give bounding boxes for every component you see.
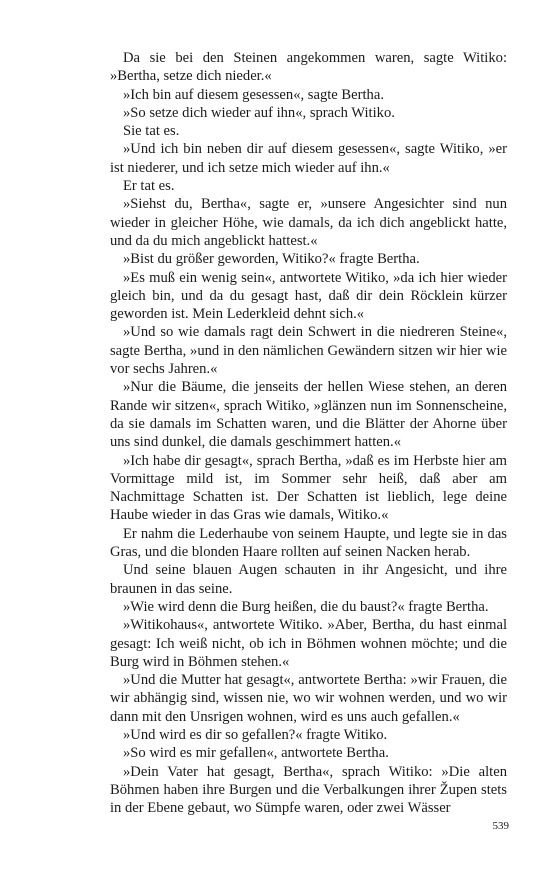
paragraph: »So wird es mir gefallen«, antwortete Bertha.: [123, 745, 389, 762]
paragraph: »Wie wird denn die Burg heißen, die du baust?« fragte Bertha.: [123, 598, 489, 615]
paragraph: Da sie bei den Steinen angekommen waren, sagte Witiko: »Bertha, setze dich nieder.«: [110, 50, 507, 85]
paragraph: »Ich habe dir gesagt«, sprach Bertha, »daß es im Herbste hier am Vormittage mild ist, im Sommer sehr heiß, daß aber am Nachmittage Schatten ist. Der Schatten ist lieblich, lege deine Haube wieder in das Gras wie damals, Witiko.«: [110, 452, 507, 524]
paragraph: »Und die Mutter hat gesagt«, antwortete Bertha: »wir Frauen, die wir abhängig sind, wissen nie, wo wir wohnen werden, und wo wir dann mit den Unsrigen wohnen, wird es uns auch gefallen.«: [110, 672, 507, 725]
paragraph: »Es muß ein wenig sein«, antwortete Witiko, »da ich hier wieder gleich bin, und da du gesagt hast, daß dir dein Röcklein kürzer geworden ist. Mein Lederkleid dehnt sich.«: [110, 269, 507, 323]
paragraph: Er tat es.: [123, 178, 175, 195]
paragraph: »Nur die Bäume, die jenseits der hellen Wiese stehen, an deren Rande wir sitzen«, sprach Witiko, »glänzen nun im Sonnenscheine, da sie damals im Schatten waren, und die Blätter der Ahorne über uns sind dunkel, die damals geschimmert hatten.«: [110, 379, 507, 451]
paragraph: »Und ich bin neben dir auf diesem gesessen«, sagte Witiko, »er ist niederer, und ich setze mich wieder auf ihn.«: [110, 141, 507, 176]
paragraph: »Witikohaus«, antwortete Witiko. »Aber, Bertha, du hast einmal gesagt: Ich weiß nicht, ob ich in Böhmen wohnen möchte; und die Burg wird in Böhmen stehen.«: [110, 617, 507, 670]
paragraph: »Und so wie damals ragt dein Schwert in die niedreren Steine«, sagte Bertha, »und in den nämlichen Gewändern sitzen wir hier wie vor sechs Jahren.«: [110, 324, 507, 378]
paragraph: Er nahm die Lederhaube von seinem Haupte, und legte sie in das Gras, und die blonden Haare rollten auf seinen Nacken herab.: [110, 525, 507, 561]
paragraph: »Bist du größer geworden, Witiko?« fragte Bertha.: [123, 251, 420, 268]
paragraph: »Siehst du, Bertha«, sagte er, »unsere Angesichter sind nun wieder in gleicher Höhe, wie damals, da ich dich angeblickt hatte, und da du mich angeblickt hattest.«: [110, 196, 507, 249]
paragraph: Und seine blauen Augen schauten in ihr Angesicht, und ihre braunen in das seine.: [110, 562, 507, 597]
paragraph: Sie tat es.: [123, 123, 180, 140]
paragraph: »Und wird es dir so gefallen?« fragte Witiko.: [123, 726, 388, 743]
paragraph: »Ich bin auf diesem gesessen«, sagte Bertha.: [123, 86, 384, 103]
paragraph: »So setze dich wieder auf ihn«, sprach Witiko.: [123, 104, 395, 121]
body-text: [110, 49, 507, 817]
paragraph: »Dein Vater hat gesagt, Bertha«, sprach Witiko: »Die alten Böhmen haben ihre Burgen und die Verbalkungen ihrer Župen stets in der Ebene gebaut, wo Sümpfe waren, oder zwei Wässer: [110, 763, 507, 817]
page-number: 539: [492, 820, 509, 832]
